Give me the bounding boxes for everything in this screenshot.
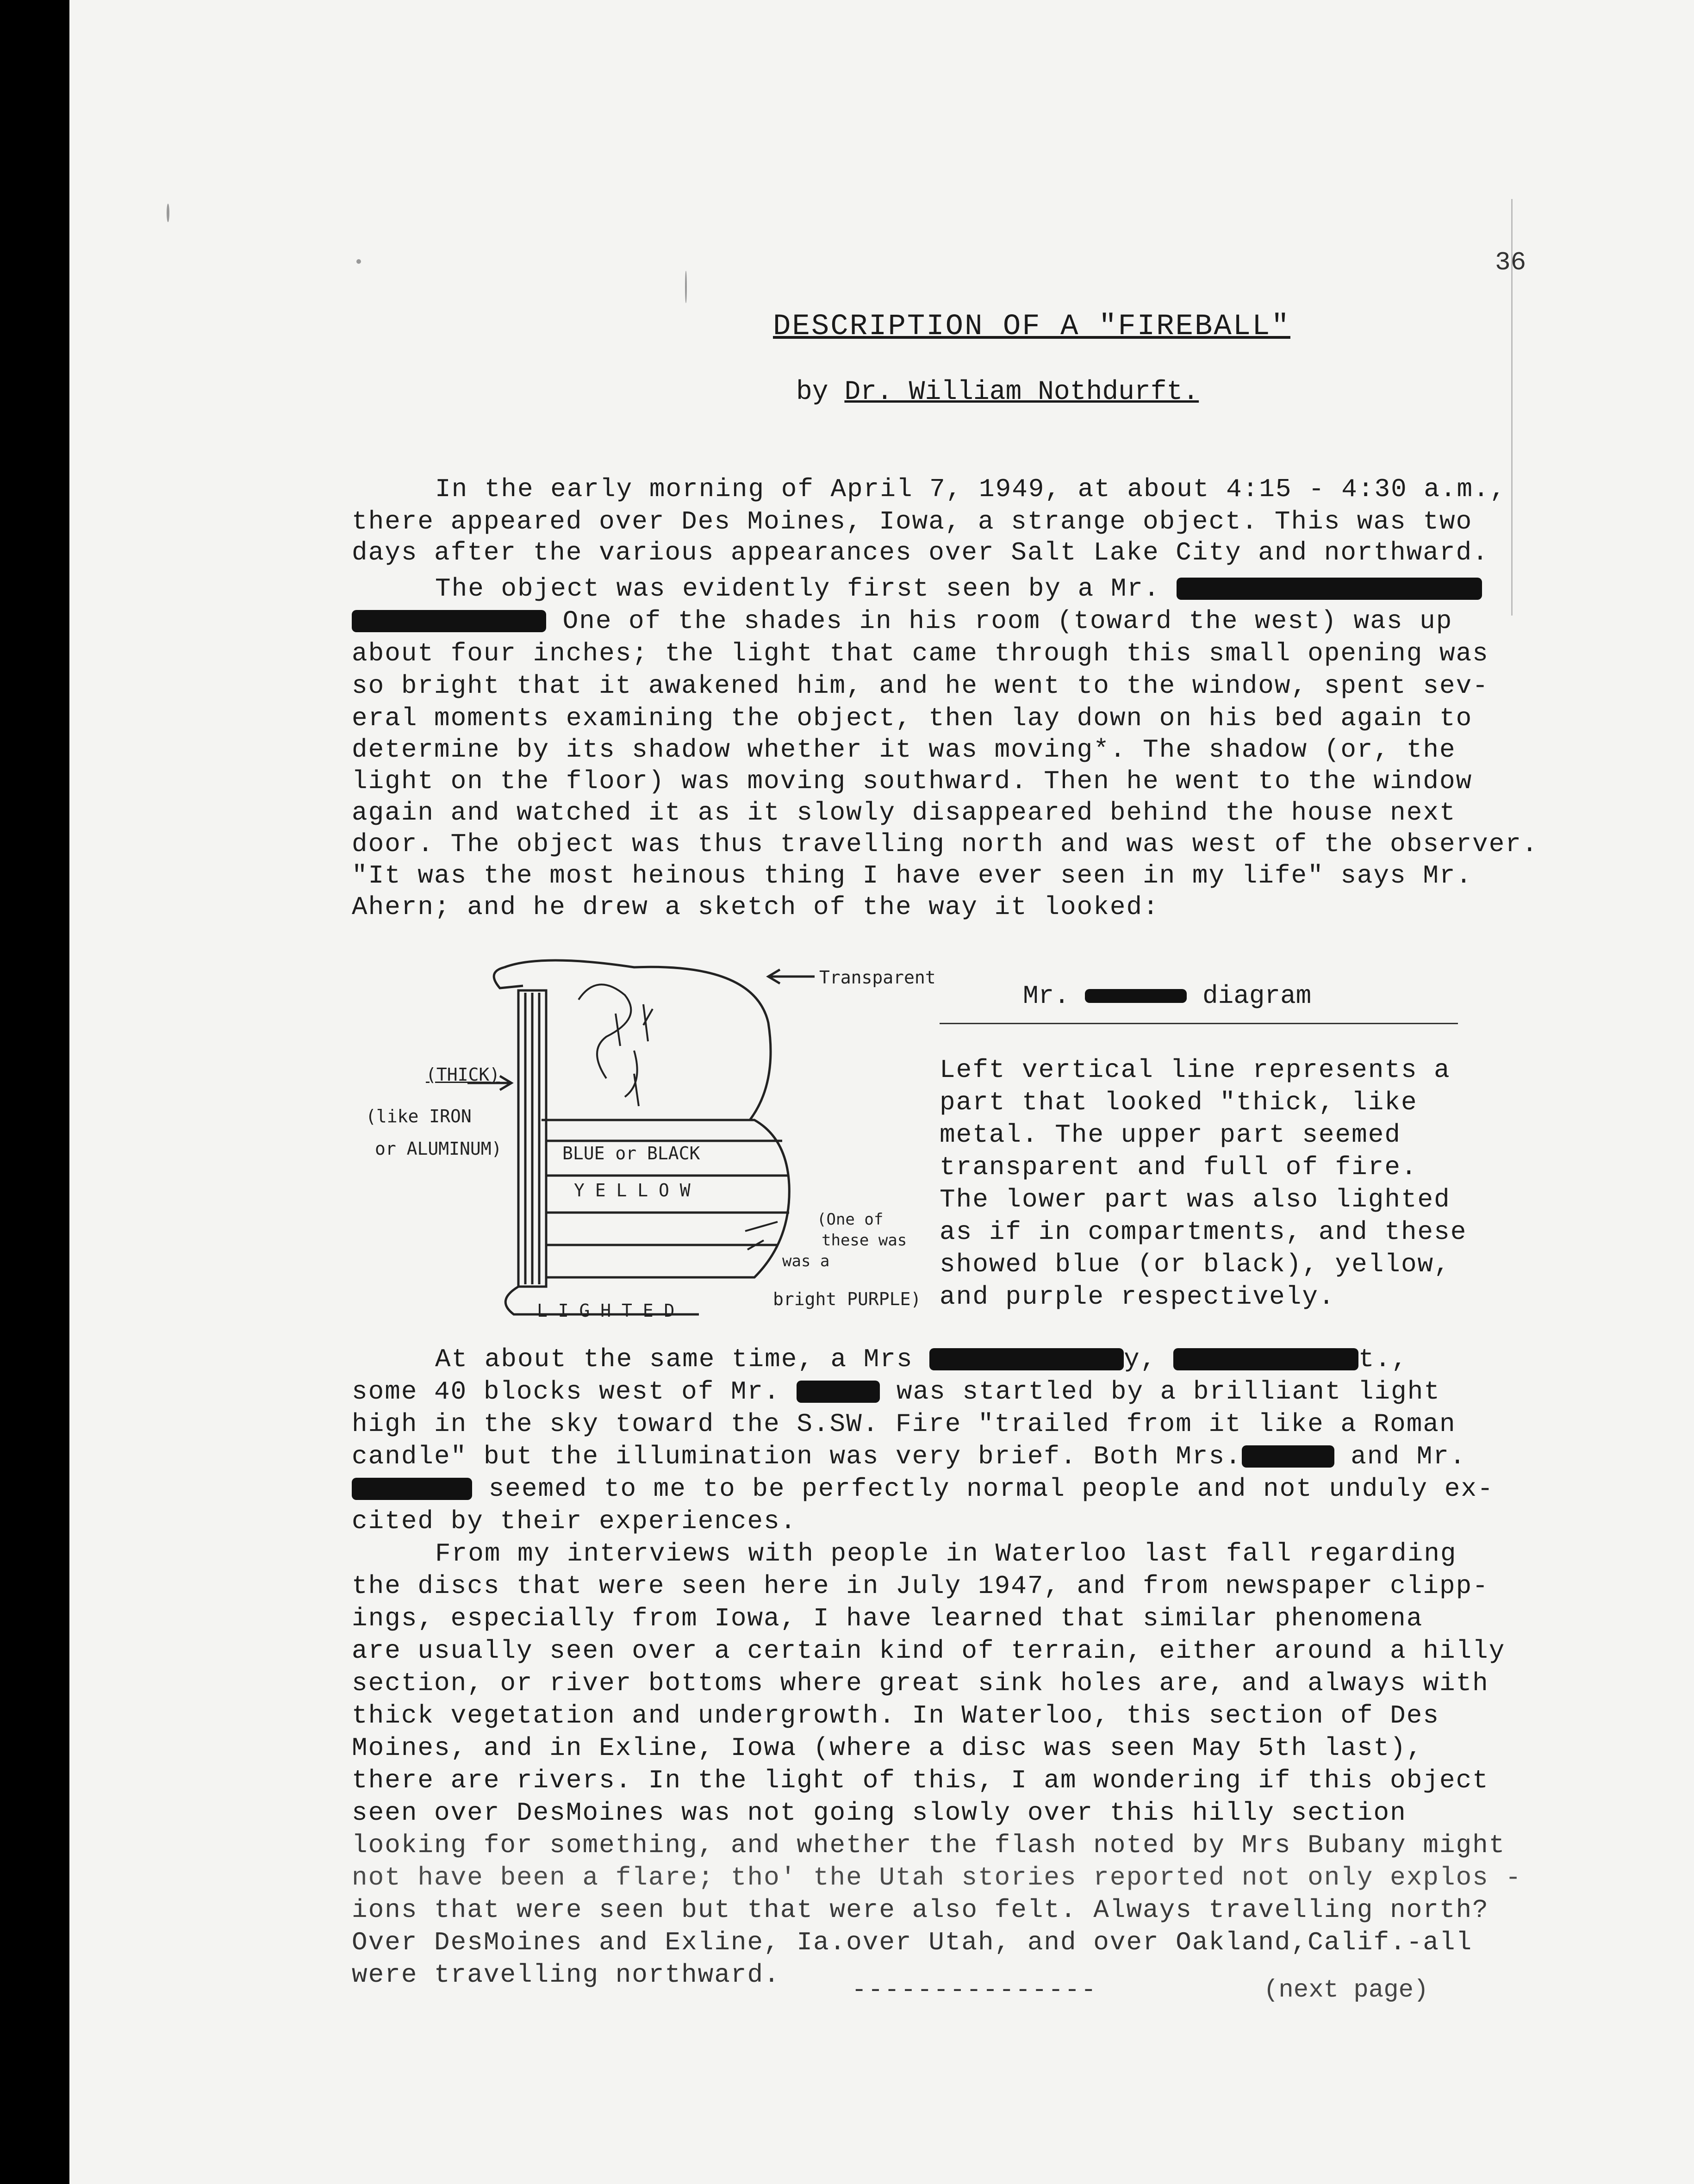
document-byline [796, 377, 1199, 407]
text-fragment: candle" but the illumination was very brief. Both Mrs. [352, 1442, 1242, 1471]
text-line: eral moments examining the object, then lay down on his bed again to [352, 703, 1473, 733]
text-line [352, 1474, 1494, 1504]
text-line: there are rivers. In the light of this, I am wondering if this object [352, 1766, 1489, 1795]
redaction-mark [929, 1348, 1124, 1370]
diagram-caption [1023, 981, 1311, 1011]
scan-mark [685, 271, 687, 303]
text-line: the discs that were seen here in July 1947, and from newspaper clipp- [352, 1571, 1489, 1601]
text-line: ions that were seen but that were also felt. Always travelling north? [352, 1895, 1489, 1925]
fireball-sketch [347, 944, 949, 1351]
document-title: DESCRIPTION OF A "FIREBALL" [773, 310, 1290, 343]
text-fragment: The object was evidently first seen by a Mr. [435, 574, 1160, 604]
text-line [352, 1377, 1440, 1406]
caption-rule [940, 1023, 1458, 1024]
page-number: 36 [1495, 248, 1526, 277]
text-line: looking for something, and whether the flash noted by Mrs Bubany might [352, 1830, 1506, 1860]
text-line: there appeared over Des Moines, Iowa, a strange object. This was two [352, 507, 1473, 536]
scan-mark [167, 204, 169, 222]
text-fragment: y, [1124, 1344, 1173, 1374]
text-line: were travelling northward. [352, 1960, 780, 1990]
next-page-note: (next page) [1264, 1976, 1429, 2004]
text-line: determine by its shadow whether it was moving*. The shadow (or, the [352, 735, 1456, 765]
diagram-text-line: as if in compartments, and these [940, 1217, 1467, 1247]
text-line: are usually seen over a certain kind of terrain, either around a hilly [352, 1636, 1506, 1666]
sketch-label-aluminum: or ALUMINUM) [375, 1139, 502, 1159]
redaction-mark [1177, 578, 1482, 600]
text-fragment: At about the same time, a Mrs [435, 1344, 930, 1374]
text-line: not have been a flare; tho' the Utah stories reported not only explos - [352, 1863, 1522, 1892]
sketch-label-these-was: these was [822, 1231, 907, 1250]
redaction-mark [352, 610, 546, 632]
scan-speck [356, 259, 361, 264]
diagram-text-line: and purple respectively. [940, 1282, 1335, 1312]
redaction-mark [1085, 989, 1187, 1003]
sketch-label-bright-purple: bright PURPLE) [773, 1289, 922, 1309]
text-line: so bright that it awakened him, and he went to the window, spent sev- [352, 671, 1489, 701]
text-line: section, or river bottoms where great sink holes are, and always with [352, 1668, 1489, 1698]
text-fragment: was startled by a brilliant light [880, 1377, 1440, 1406]
text-line: From my interviews with people in Waterloo last fall regarding [435, 1539, 1457, 1568]
diagram-text-line: showed blue (or black), yellow, [940, 1250, 1451, 1279]
text-fragment: some 40 blocks west of Mr. [352, 1377, 797, 1406]
text-line: light on the floor) was moving southward. Then he went to the window [352, 766, 1473, 796]
text-line: door. The object was thus travelling north and was west of the observer. [352, 829, 1538, 859]
text-line: high in the sky toward the S.SW. Fire "trailed from it like a Roman [352, 1409, 1456, 1439]
sketch-label-one-of: (One of [817, 1210, 884, 1229]
sketch-label-like-iron: (like IRON [366, 1106, 472, 1126]
text-line: cited by their experiences. [352, 1506, 797, 1536]
sketch-label-blue-black: BLUE or BLACK [562, 1143, 700, 1164]
sketch-label-thick: (THICK) [426, 1064, 500, 1085]
caption-prefix: Mr. [1023, 981, 1070, 1011]
sketch-label-yellow: Y E L L O W [574, 1180, 691, 1201]
text-line: seen over DesMoines was not going slowly over this hilly section [352, 1798, 1407, 1828]
dash-separator: --------------- [852, 1976, 1098, 2004]
text-line: days after the various appearances over Salt Lake City and northward. [352, 538, 1489, 567]
redaction-mark [1242, 1445, 1334, 1468]
diagram-text-line: The lower part was also lighted [940, 1185, 1451, 1214]
text-line [435, 1344, 1408, 1374]
text-line: "It was the most heinous thing I have ever seen in my life" says Mr. [352, 861, 1473, 890]
text-fragment: t., [1358, 1344, 1408, 1374]
text-line [352, 606, 1452, 636]
sketch-label-was-a: was a [782, 1252, 830, 1270]
text-line [352, 1442, 1466, 1471]
redaction-mark [352, 1478, 472, 1500]
text-line: In the early morning of April 7, 1949, at about 4:15 - 4:30 a.m., [435, 474, 1507, 504]
diagram-text-line: Left vertical line represents a [940, 1055, 1451, 1085]
text-fragment: and Mr. [1334, 1442, 1466, 1471]
sketch-label-transparent: Transparent [819, 967, 936, 988]
text-line [435, 574, 1482, 604]
text-line: Over DesMoines and Exline, Ia.over Utah, and over Oakland,Calif.-all [352, 1928, 1473, 1957]
text-line: again and watched it as it slowly disappeared behind the house next [352, 798, 1456, 828]
byline-prefix: by [796, 377, 828, 407]
text-line: Moines, and in Exline, Iowa (where a disc was seen May 5th last), [352, 1733, 1423, 1763]
text-line: Ahern; and he drew a sketch of the way it looked: [352, 892, 1159, 922]
text-fragment: seemed to me to be perfectly normal people and not unduly ex- [472, 1474, 1494, 1504]
redaction-mark [1173, 1348, 1358, 1370]
redaction-mark [797, 1381, 880, 1403]
diagram-text-line: transparent and full of fire. [940, 1152, 1418, 1182]
text-line: ings, especially from Iowa, I have learned that similar phenomena [352, 1604, 1423, 1633]
caption-suffix: diagram [1202, 981, 1312, 1011]
diagram-text-line: part that looked "thick, like [940, 1088, 1418, 1117]
sketch-label-lighted: L I G H T E D [537, 1300, 675, 1321]
text-line: thick vegetation and undergrowth. In Waterloo, this section of Des [352, 1701, 1439, 1730]
byline-author: Dr. William Nothdurft. [844, 377, 1199, 407]
text-line: about four inches; the light that came through this small opening was [352, 639, 1489, 668]
document-page [69, 0, 1694, 2184]
diagram-text-line: metal. The upper part seemed [940, 1120, 1401, 1150]
text-fragment: One of the shades in his room (toward the west) was up [546, 606, 1453, 636]
